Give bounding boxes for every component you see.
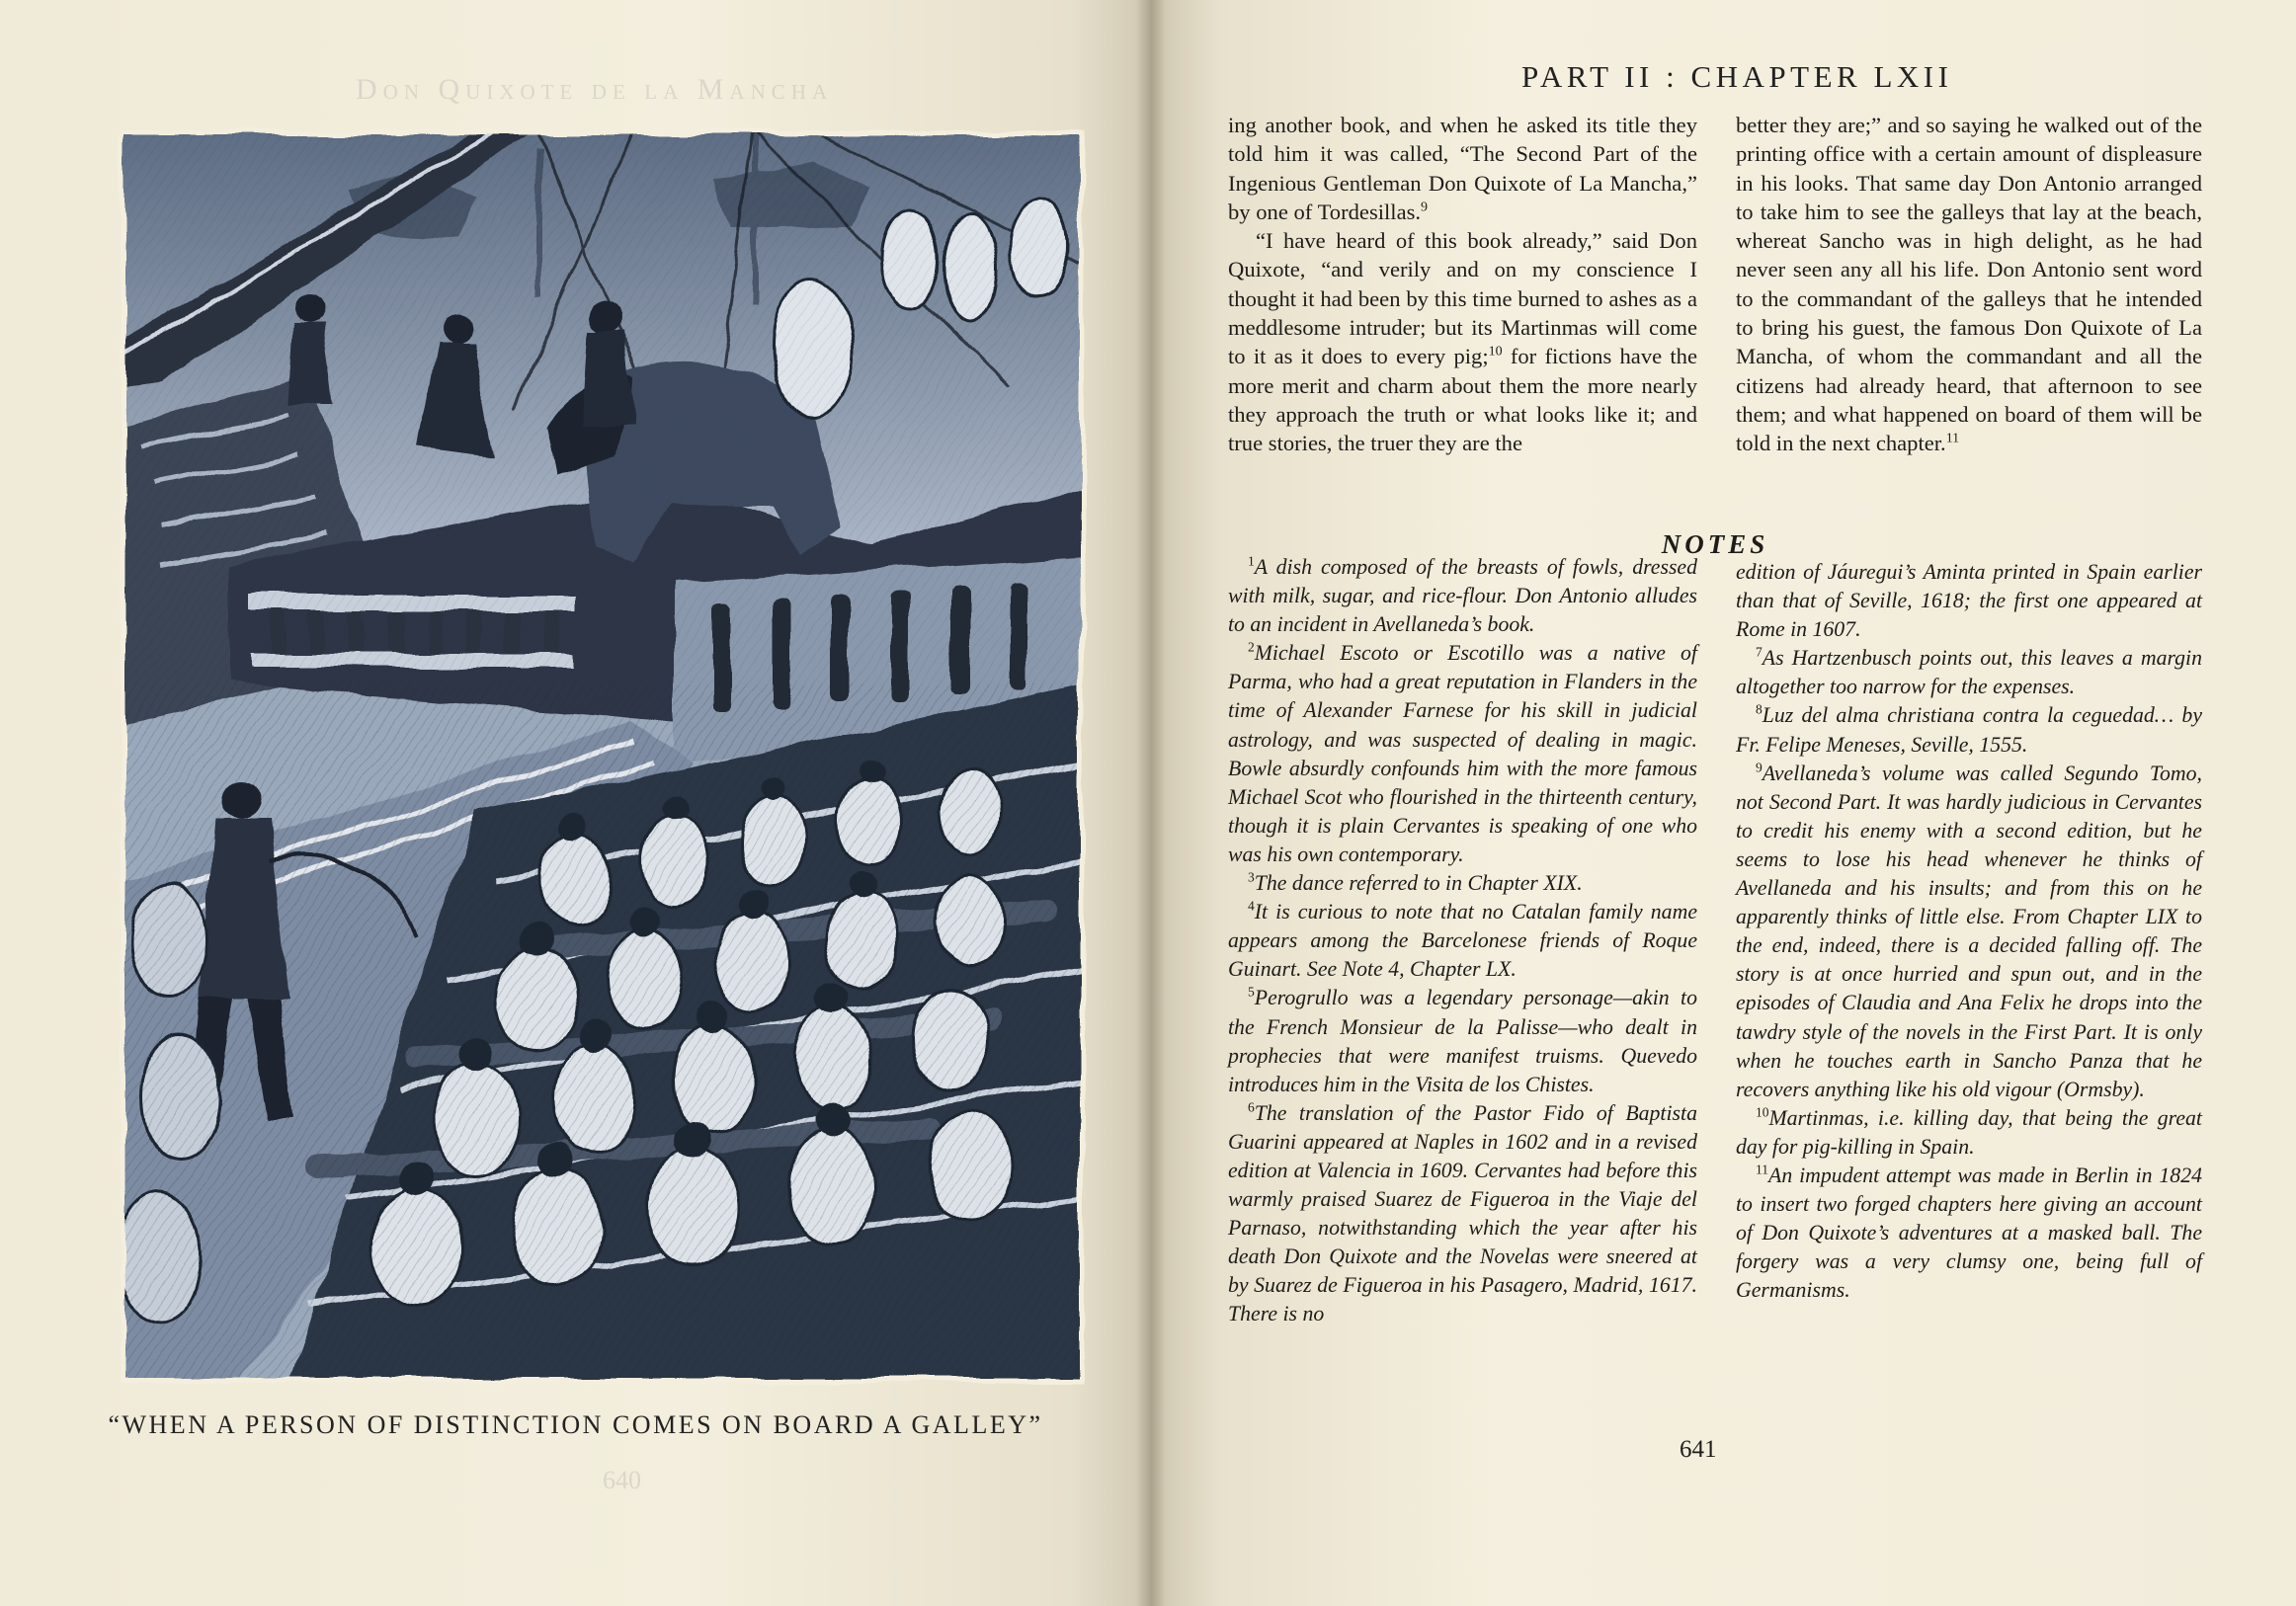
note-10: $^{10}$Martinmas, i.e. killing day, that being the great day for pig-killing in Spain.: [1736, 1104, 2202, 1159]
note-11: $^{11}$An impudent attempt was made in Berlin in 1824 to insert two forged chapters here giving an account of Don Quixote’s adventures at a masked ball. The forgery was a very clumsy one, being full of Germanisms.: [1736, 1162, 2202, 1303]
body-column-2: [1736, 111, 2202, 458]
notes-heading: NOTES: [1661, 529, 1769, 559]
body-paragraph-1: ing another book, and when he asked its title they told him it was called, “The Second Part of the Ingenious Gentleman Don Quixote of La Mancha,” by one of Tordesillas.: [1228, 113, 1697, 224]
note-6-continued: edition of Jáuregui’s Aminta printed in Spain earlier than that of Seville, 1618; the first one appeared at Rome in 1607.: [1736, 560, 2202, 642]
notes-column-1: [1228, 553, 1697, 1329]
body-column-1: [1228, 111, 1697, 458]
body-paragraph-2: “I have heard of this book already,” said Don Quixote, “and verily and on my conscience I thought it had been by this time burned to ashes as a meddlesome intruder; but its Martinmas will come to it as it does to every pig;: [1228, 228, 1697, 369]
note-5: $^5$Perogrullo was a legendary personage—akin to the French Monsieur de la Palisse—who dealt in prophecies that were manifest truisms. Quevedo introduces him in the Visita de los Chistes.: [1228, 985, 1697, 1096]
note-3: $^3$The dance referred to in Chapter XIX.: [1248, 869, 1583, 896]
show-through-header: Don Quixote de la Mancha: [356, 73, 834, 106]
running-head: PART II : CHAPTER LXII: [1521, 59, 1953, 94]
galley-illustration: [121, 130, 1085, 1383]
footnote-mark: 10: [1488, 344, 1503, 360]
footnote-mark: 11: [1945, 431, 1960, 446]
note-6: $^6$The translation of the Pastor Fido of Baptista Guarini appeared at Naples in 1602 and in a revised edition at Valencia in 1609. Cervantes had before this warmly praised Suarez de Figueroa in the Viaje del Parnaso, notwithstanding which the year after his death Don Quixote and the Novelas were sneered at by Suarez de Figueroa in his Pasagero, Madrid, 1617. There is no: [1228, 1099, 1697, 1326]
note-7: $^7$As Hartzenbusch points out, this leaves a margin altogether too narrow for the expenses.: [1736, 645, 2202, 699]
note-9: $^9$Avellaneda’s volume was called Segundo Tomo, not Second Part. It was hardly judicious in Cervantes to credit his enemy with a second edition, but he seems to lose his head whenever he thinks of Avellaneda and his insults; and from this on he apparently thinks of little else. From Chapter LIX to the end, indeed, there is a decided falling off. The story is at once hurried and spun out, and in the episodes of Claudia and Ana Felix he drops into the tawdry style of the novels in the First Part. It is only when he touches earth in Sancho Panza that he recovers anything like his old vigour (Ormsby).: [1736, 760, 2202, 1101]
note-2: $^2$Michael Escoto or Escotillo was a native of Parma, who had a great reputation in Flanders in the time of Alexander Farnese for his skill in judicial astrology, and was suspected of dealing in magic. Bowle absurdly confounds him with the more famous Michael Scot who flourished in the thirteenth century, though it is plain Cervantes is speaking of one who was his own contemporary.: [1228, 640, 1697, 866]
page-number: 641: [1680, 1436, 1717, 1463]
body-paragraph-2-cont: for fictions have the more merit and charm about them the more nearly they approach the truth or what looks like it; and true stories, the truer they are the: [1228, 344, 1697, 456]
illustration-caption: “WHEN A PERSON OF DISTINCTION COMES ON BOARD A GALLEY”: [108, 1410, 1043, 1439]
note-8: $^8$Luz del alma christiana contra la ceguedad… by Fr. Felipe Meneses, Seville, 1555.: [1736, 702, 2202, 757]
note-4: $^4$It is curious to note that no Catalan family name appears among the Barcelonese friends of Roque Guinart. See Note 4, Chapter LX.: [1228, 898, 1697, 982]
show-through-page-number: 640: [603, 1466, 641, 1494]
footnote-mark: 9: [1421, 200, 1429, 215]
notes-column-2: [1736, 558, 2202, 1305]
body-paragraph-3: better they are;” and so saying he walked out of the printing office with a certain amount of displeasure in his looks. That same day Don Antonio arranged to take him to see the galleys that lay at the beach, whereat Sancho was in high delight, as he had never seen any all his life. Don Antonio sent word to the commandant of the galleys that he intended to bring his guest, the famous Don Quixote of La Mancha, of whom the commandant and all the citizens had already heard, that afternoon to see them; and what happened on board of them will be told in the next chapter.: [1736, 113, 2202, 456]
book-gutter: [1136, 0, 1166, 1606]
note-1: $^1$A dish composed of the breasts of fowls, dressed with milk, sugar, and rice-flour. Don Antonio alludes to an incident in Avellaneda’s book.: [1228, 553, 1697, 637]
